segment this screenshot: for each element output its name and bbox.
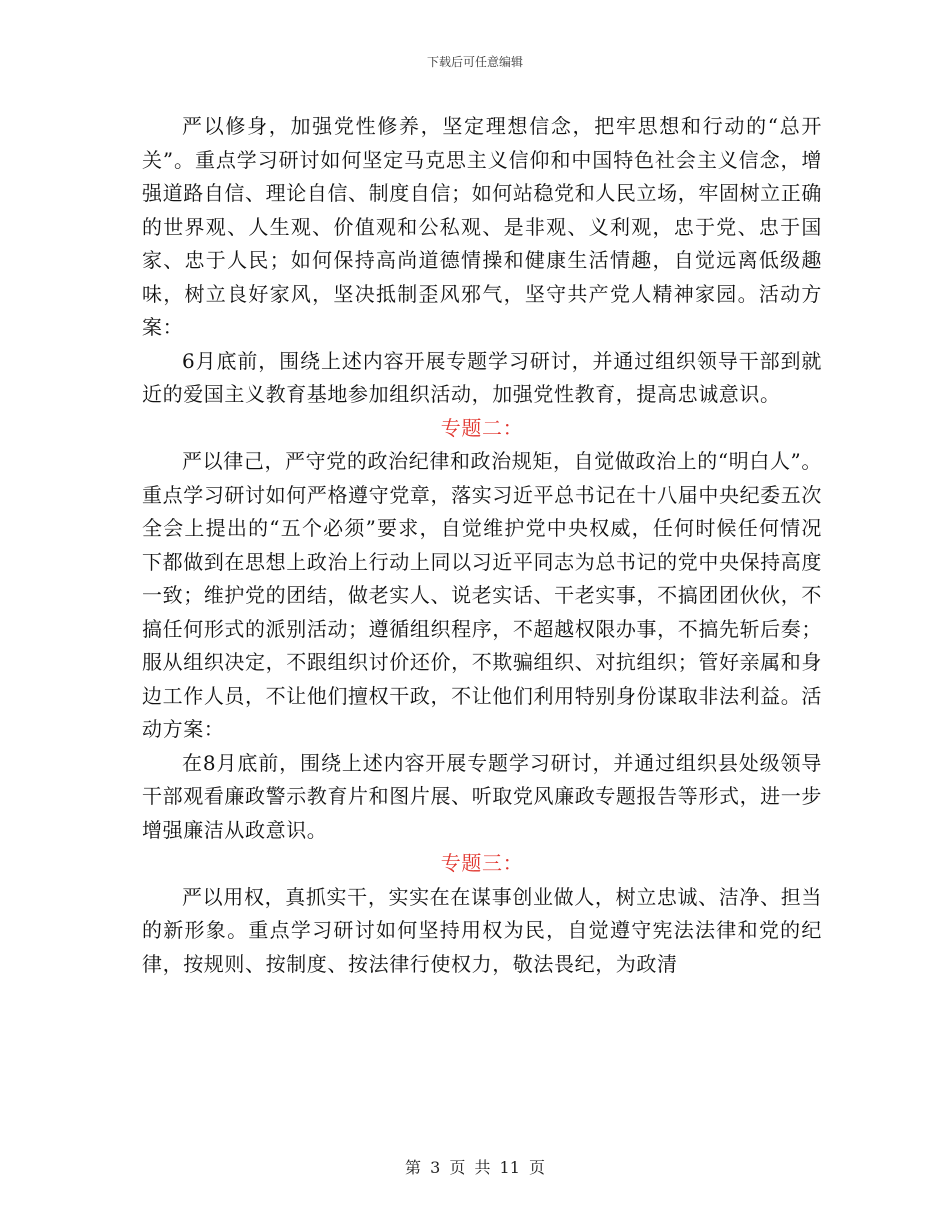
paragraph-topic1-plan: 6月底前，围绕上述内容开展专题学习研讨，并通过组织领导干部到就近的爱国主义教育基地参加组织活动，加强党性教育，提高忠诚意识。: [142, 348, 822, 406]
section-heading-topic3: 专题三：: [440, 851, 524, 875]
document-body: [142, 110, 822, 981]
page-header: 下载后可任意编辑: [426, 55, 523, 69]
paragraph-topic2-content: 严以律己，严守党的政治纪律和政治规矩，自觉做政治上的“明白人”。重点学习研讨如何严格遵守党章，落实习近平总书记在十八届中央纪委五次全会上提出的“五个必须”要求，自觉维护党中央权威，任何时候任何情况下都做到在思想上政治上行动上同以习近平同志为总书记的党中央保持高度一致；维护党的团结，做老实人、说老实话、干老实事，不搞团团伙伙，不搞任何形式的派别活动；遵循组织程序，不超越权限办事，不搞先斩后奏；服从组织决定，不跟组织讨价还价，不欺骗组织、对抗组织；管好亲属和身边工作人员，不让他们擅权干政，不让他们利用特别身份谋取非法利益。活动方案：: [142, 449, 822, 741]
paragraph-topic3-content: 严以用权，真抓实干，实实在在谋事创业做人，树立忠诚、洁净、担当的新形象。重点学习研讨如何坚持用权为民，自觉遵守宪法法律和党的纪律，按规则、按制度、按法律行使权力，敬法畏纪，为政清: [142, 884, 822, 976]
paragraph-topic2-plan: 在8月底前，围绕上述内容开展专题学习研讨，并通过组织县处级领导干部观看廉政警示教育片和图片展、听取党风廉政专题报告等形式，进一步增强廉洁从政意识。: [142, 750, 822, 842]
page-footer-number: 第 3 页 共 11 页: [405, 1158, 545, 1177]
paragraph-topic1-content: 严以修身，加强党性修养，坚定理想信念，把牢思想和行动的“总开关”。重点学习研讨如何坚定马克思主义信仰和中国特色社会主义信念，增强道路自信、理论自信、制度自信；如何站稳党和人民立场，牢固树立正确的世界观、人生观、价值观和公私观、是非观、义利观，忠于党、忠于国家、忠于人民；如何保持高尚道德情操和健康生活情趣，自觉远离低级趣味，树立良好家风，坚决抵制歪风邪气，坚守共产党人精神家园。活动方案：: [142, 114, 822, 339]
section-heading-topic2: 专题二：: [440, 415, 524, 440]
